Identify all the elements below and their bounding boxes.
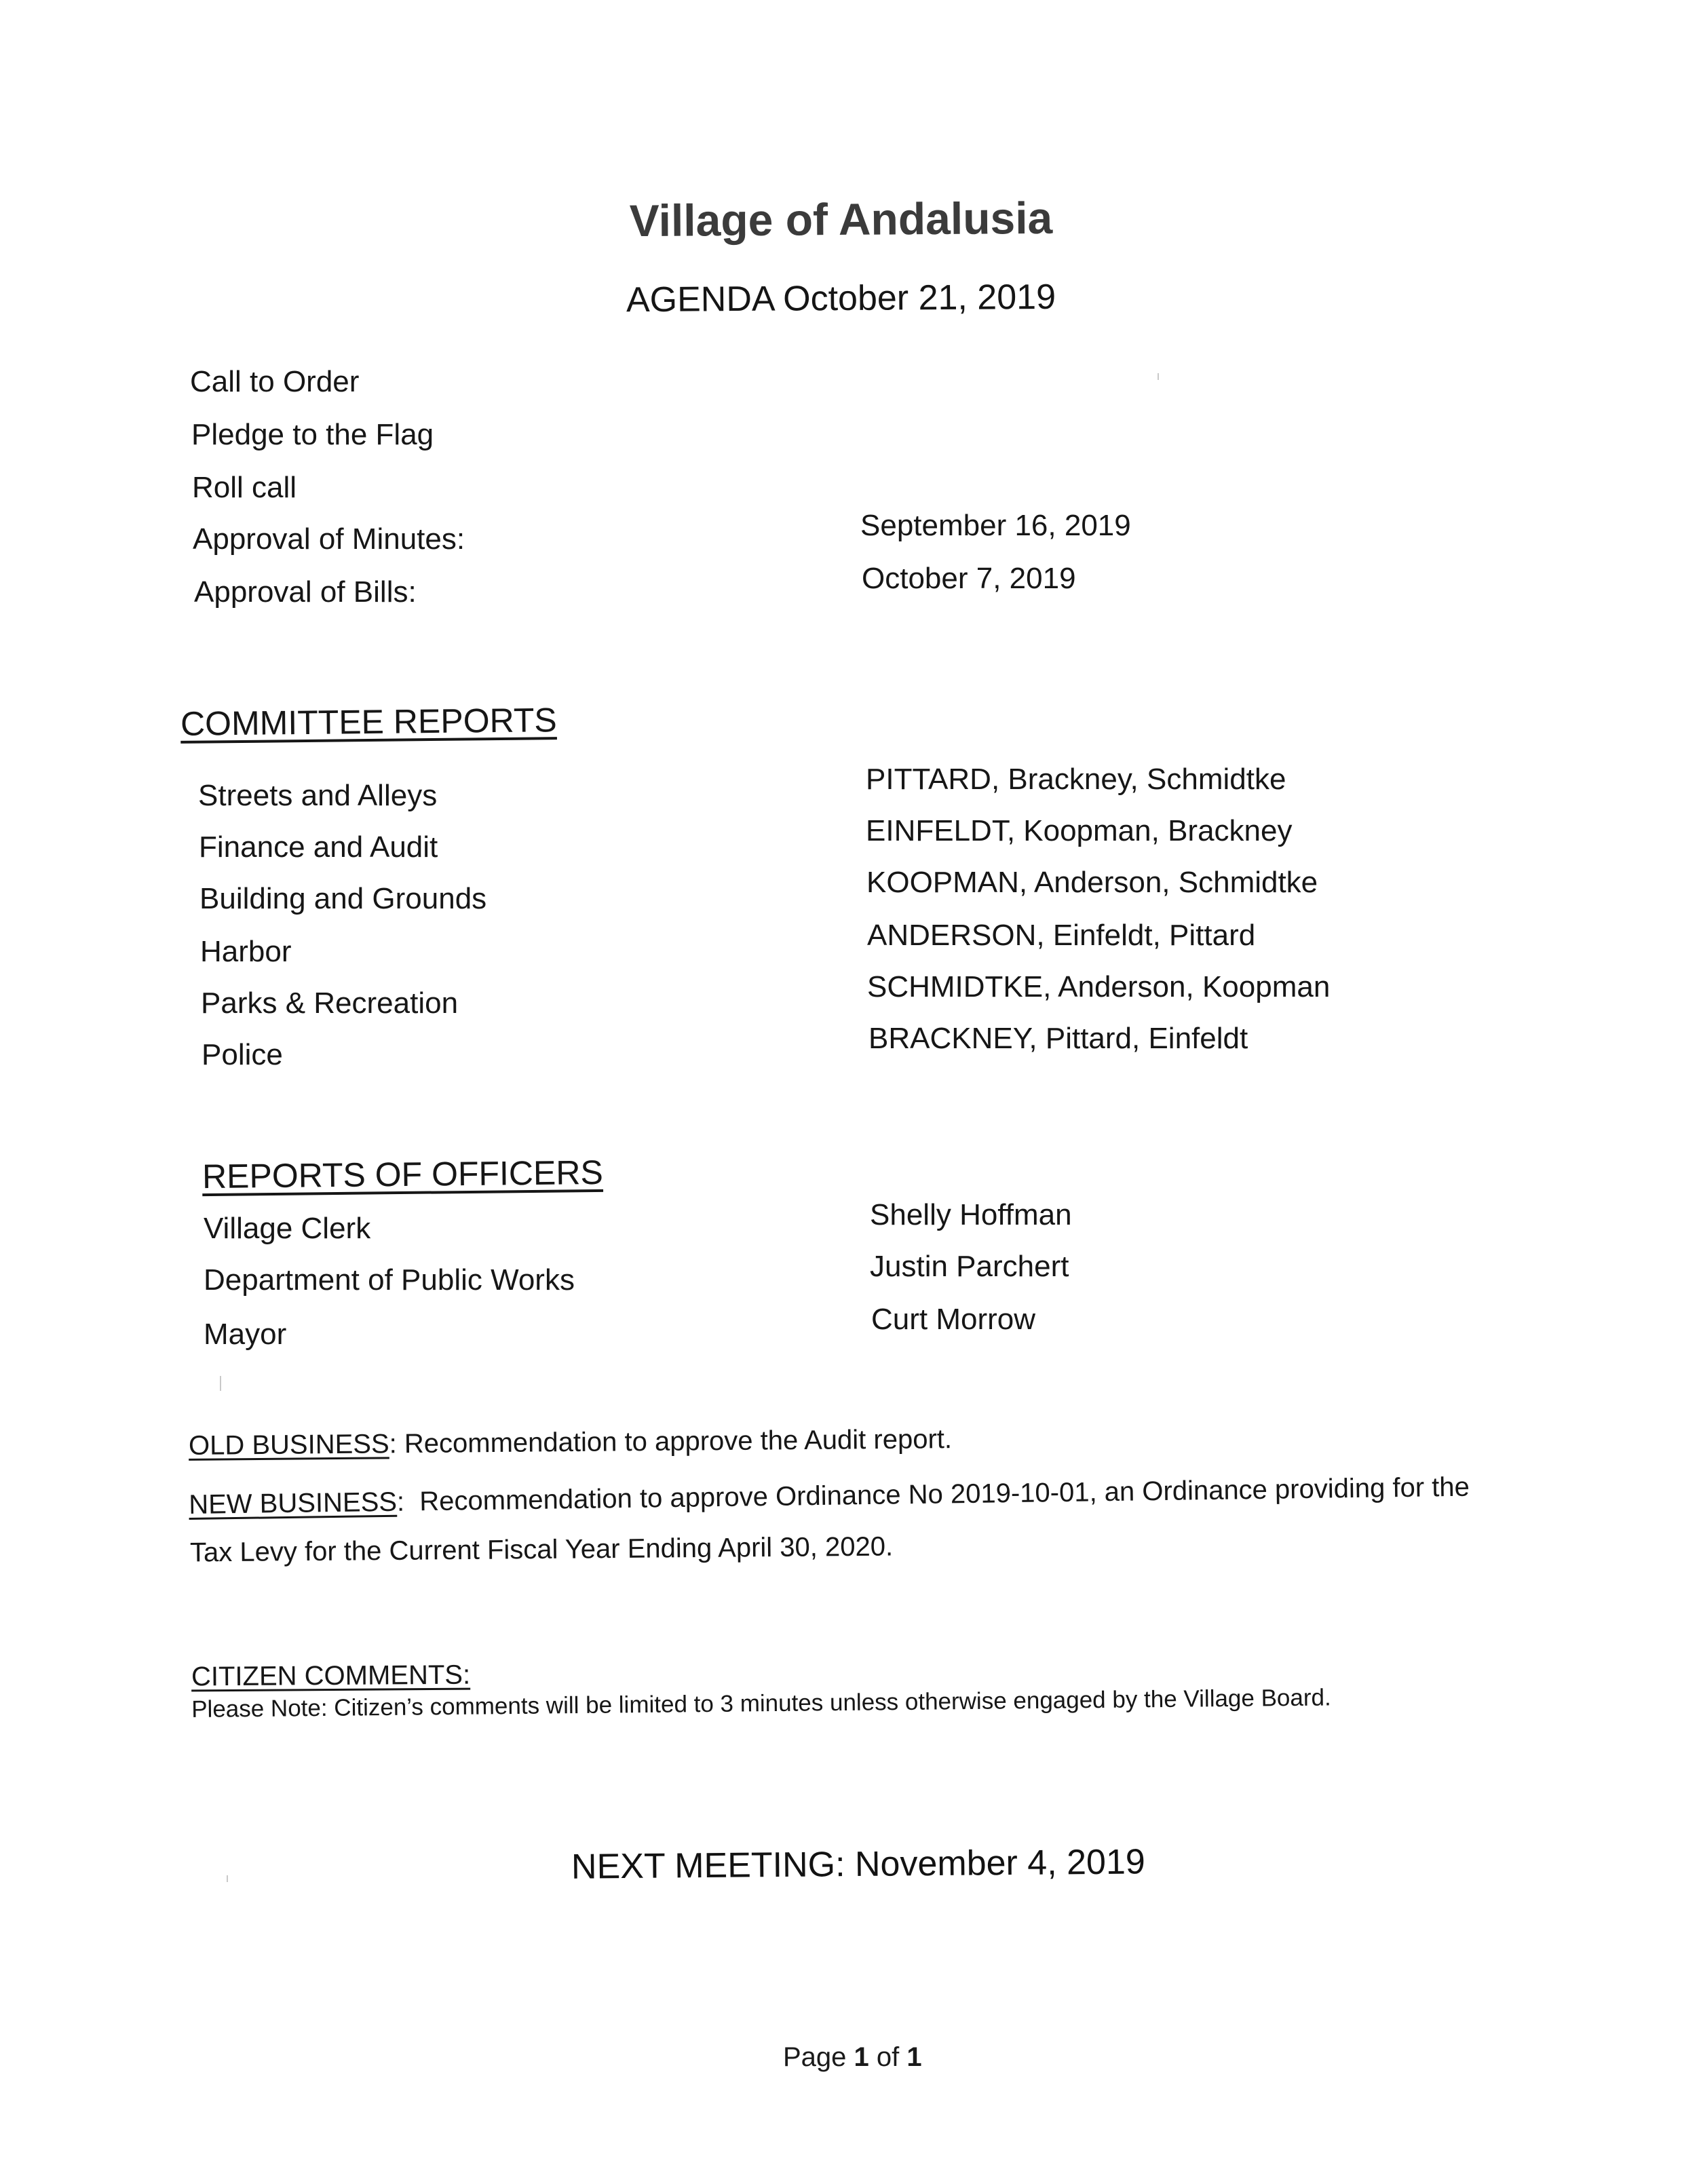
committee-reports-heading: COMMITTEE REPORTS: [180, 701, 557, 743]
officer-name: Shelly Hoffman: [870, 1198, 1072, 1231]
citizen-comments-label: CITIZEN COMMENTS:: [191, 1660, 471, 1692]
officer-name: Justin Parchert: [870, 1250, 1069, 1283]
officer-name: Curt Morrow: [871, 1303, 1036, 1336]
item-call-to-order: Call to Order: [190, 365, 360, 398]
committee-name: Parks & Recreation: [201, 986, 459, 1020]
new-business: [189, 1472, 1470, 1520]
old-business-separator: :: [389, 1429, 397, 1459]
scan-speck: [220, 1376, 221, 1391]
page-of: of: [868, 2042, 907, 2072]
officers-heading: REPORTS OF OFFICERS: [202, 1153, 604, 1196]
approval-minutes-date: September 16, 2019: [860, 509, 1131, 542]
committee-members: SCHMIDTKE, Anderson, Koopman: [867, 970, 1331, 1003]
citizen-comments-heading: [191, 1660, 470, 1693]
committee-name: Building and Grounds: [199, 882, 487, 915]
officer-title: Village Clerk: [204, 1212, 371, 1245]
item-approval-bills: Approval of Bills:: [194, 575, 417, 609]
committee-members: ANDERSON, Einfeldt, Pittard: [867, 919, 1256, 952]
item-roll-call: Roll call: [192, 471, 297, 504]
officer-title: Mayor: [204, 1318, 287, 1351]
page-prefix: Page: [783, 2042, 854, 2072]
agenda-date: AGENDA October 21, 2019: [626, 277, 1056, 320]
scan-speck: [1158, 373, 1159, 380]
old-business-label: OLD BUSINESS: [188, 1429, 389, 1461]
committee-members: BRACKNEY, Pittard, Einfeldt: [868, 1022, 1248, 1055]
scan-speck: [227, 1875, 228, 1882]
approval-bills-date: October 7, 2019: [862, 562, 1076, 595]
page-current: 1: [854, 2042, 869, 2072]
committee-name: Police: [202, 1038, 283, 1071]
new-business-text-line2: Tax Levy for the Current Fiscal Year Ending April 30, 2020.: [189, 1531, 894, 1568]
item-approval-minutes: Approval of Minutes:: [193, 522, 465, 556]
new-business-label: NEW BUSINESS: [189, 1487, 398, 1520]
new-business-separator: :: [396, 1487, 405, 1517]
old-business: [189, 1424, 952, 1461]
committee-members: EINFELDT, Koopman, Brackney: [866, 814, 1293, 847]
item-pledge: Pledge to the Flag: [191, 418, 434, 451]
page-number: [783, 2042, 922, 2073]
new-business-text-line1: Recommendation to approve Ordinance No 2019-10-01, an Ordinance providing for the: [404, 1472, 1470, 1517]
committee-name: Finance and Audit: [199, 830, 438, 864]
document-title: Village of Andalusia: [629, 192, 1053, 246]
committee-name: Harbor: [200, 935, 292, 968]
next-meeting: NEXT MEETING: November 4, 2019: [571, 1842, 1146, 1887]
committee-members: KOOPMAN, Anderson, Schmidtke: [866, 866, 1318, 899]
committee-members: PITTARD, Brackney, Schmidtke: [866, 763, 1286, 796]
officer-title: Department of Public Works: [204, 1263, 575, 1297]
committee-name: Streets and Alleys: [198, 779, 438, 812]
citizen-comments-note: Please Note: Citizen’s comments will be limited to 3 minutes unless otherwise engaged by the Village Board.: [191, 1684, 1331, 1723]
page-total: 1: [906, 2042, 922, 2072]
old-business-text: Recommendation to approve the Audit report.: [396, 1424, 953, 1459]
